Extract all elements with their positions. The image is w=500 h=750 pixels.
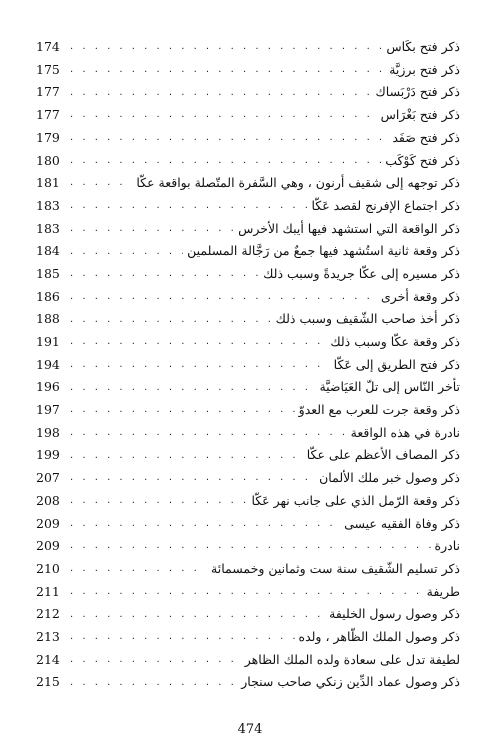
toc-leader-dots bbox=[70, 110, 377, 120]
toc-leader-dots bbox=[70, 65, 385, 75]
toc-entry-title: ذكر اجتماع الإفرنج لقصد عَكّا bbox=[311, 197, 460, 213]
toc-entry-title: ذكر تسليم الشّقيف سنة ست وثمانين وخمسمائة bbox=[211, 560, 460, 576]
toc-entry-page: 209 bbox=[36, 515, 60, 531]
toc-entry-title: نادرة bbox=[434, 538, 460, 554]
toc-leader-dots bbox=[70, 496, 247, 506]
toc-entry bbox=[36, 240, 460, 263]
toc-entry-page: 177 bbox=[36, 107, 60, 123]
toc-entry-title: ذكر وقعة جرت للعرب مع العدوّ bbox=[298, 402, 460, 418]
toc-leader-dots bbox=[70, 42, 382, 52]
toc-entry bbox=[36, 626, 460, 649]
toc-leader-dots bbox=[70, 224, 234, 234]
toc-entry bbox=[36, 444, 460, 467]
toc-leader-dots bbox=[70, 156, 381, 166]
toc-leader-dots bbox=[70, 655, 241, 665]
toc-entry-page: 210 bbox=[36, 560, 60, 576]
toc-entry-page: 191 bbox=[36, 334, 60, 350]
toc-entry-page: 183 bbox=[36, 220, 60, 236]
toc-entry-page: 185 bbox=[36, 265, 60, 281]
toc-leader-dots bbox=[70, 201, 308, 211]
toc-leader-dots bbox=[70, 88, 371, 98]
toc-entry bbox=[36, 149, 460, 172]
toc-entry-page: 212 bbox=[36, 606, 60, 622]
toc-entry bbox=[36, 172, 460, 195]
toc-entry bbox=[36, 649, 460, 672]
toc-entry bbox=[36, 36, 460, 59]
toc-leader-dots bbox=[70, 610, 325, 620]
toc-entry-title: ذكر أخذ صاحب الشّقيف وسبب ذلك bbox=[275, 311, 460, 327]
toc-leader-dots bbox=[70, 451, 303, 461]
toc-entry-page: 194 bbox=[36, 356, 60, 372]
toc-entry-title: ذكر وفاة الفقيه عيسى bbox=[344, 515, 460, 531]
toc-entry-title: ذكر فتح دَرْبَساك bbox=[375, 84, 460, 100]
toc-leader-dots bbox=[70, 315, 272, 325]
toc-entry-page: 199 bbox=[36, 447, 60, 463]
toc-entry bbox=[36, 127, 460, 150]
toc-entry-page: 198 bbox=[36, 424, 60, 440]
toc-entry-title: ذكر المصاف الأعظم على عكّا bbox=[306, 447, 460, 463]
toc-leader-dots bbox=[70, 587, 423, 597]
toc-entry-title: ذكر فتح صَفَد bbox=[392, 129, 460, 145]
toc-entry bbox=[36, 535, 460, 558]
toc-entry-title: ذكر وقعة عكّا وسبب ذلك bbox=[330, 334, 460, 350]
toc-entry-title: ذكر توجهه إلى شقيف أرنون ، وهي السَّفرة المتّصلة بواقعة عكّا bbox=[136, 175, 460, 191]
toc-entry bbox=[36, 354, 460, 377]
toc-leader-dots bbox=[70, 678, 237, 688]
toc-entry-page: 207 bbox=[36, 470, 60, 486]
toc-entry-title: ذكر الواقعة التي استشهد فيها أيبك الأخرس bbox=[238, 220, 460, 236]
toc-entry bbox=[36, 512, 460, 535]
toc-entry-title: ذكر وقعة ثانية استُشهد فيها جمعٌ من رَجَّالة المسلمين bbox=[187, 243, 460, 259]
toc-entry bbox=[36, 467, 460, 490]
toc-entry-page: 184 bbox=[36, 243, 60, 259]
toc-entry bbox=[36, 331, 460, 354]
toc-entry bbox=[36, 558, 460, 581]
toc-entry-page: 186 bbox=[36, 288, 60, 304]
toc-entry bbox=[36, 81, 460, 104]
toc-leader-dots bbox=[70, 360, 330, 370]
toc-entry-page: 181 bbox=[36, 175, 60, 191]
toc-entry-page: 177 bbox=[36, 84, 60, 100]
page-number: 474 bbox=[237, 722, 263, 737]
toc-entry-title: ذكر وقعة الرّمل الذي على جانب نهر عَكّا bbox=[251, 492, 460, 508]
toc-entry-page: 214 bbox=[36, 651, 60, 667]
toc-entry-title: نادرة في هذه الواقعة bbox=[350, 424, 460, 440]
toc-entry-page: 209 bbox=[36, 538, 60, 554]
toc-entry bbox=[36, 671, 460, 694]
toc-entry bbox=[36, 581, 460, 604]
toc-entry-title: ذكر فتح برزيَّة bbox=[389, 61, 460, 77]
toc-entry bbox=[36, 263, 460, 286]
toc-entry-title: تأخر النّاس إلى تلّ العَيَاضيَّة bbox=[319, 379, 460, 395]
toc-entry-page: 213 bbox=[36, 628, 60, 644]
toc-leader-dots bbox=[70, 519, 340, 529]
toc-leader-dots bbox=[70, 473, 315, 483]
toc-entry-page: 197 bbox=[36, 402, 60, 418]
toc-entry bbox=[36, 422, 460, 445]
toc-leader-dots bbox=[70, 541, 431, 551]
toc-entry bbox=[36, 59, 460, 82]
toc-entry bbox=[36, 490, 460, 513]
toc-entry-title: ذكر فتح بَغْرَاس bbox=[380, 107, 460, 123]
toc-leader-dots bbox=[70, 632, 295, 642]
toc-entry-title: ذكر فتح كَوْكَب bbox=[385, 152, 460, 168]
toc-entry bbox=[36, 286, 460, 309]
toc-entry-title: طريفة bbox=[426, 583, 460, 599]
toc-entry-page: 179 bbox=[36, 129, 60, 145]
toc-leader-dots bbox=[70, 247, 183, 257]
toc-leader-dots bbox=[70, 337, 326, 347]
toc-entry-page: 196 bbox=[36, 379, 60, 395]
table-of-contents bbox=[36, 36, 460, 694]
toc-entry bbox=[36, 603, 460, 626]
toc-leader-dots bbox=[70, 133, 388, 143]
toc-entry bbox=[36, 308, 460, 331]
toc-leader-dots bbox=[70, 178, 132, 188]
toc-entry-title: ذكر فتح بكَاس bbox=[386, 39, 460, 55]
toc-entry-title: ذكر وصول الملك الظّاهر ، ولده bbox=[298, 628, 460, 644]
toc-entry-page: 215 bbox=[36, 674, 60, 690]
toc-entry bbox=[36, 195, 460, 218]
toc-entry-title: ذكر وصول خبر ملك الألمان bbox=[319, 470, 460, 486]
toc-entry-title: ذكر وقعة أخرى bbox=[381, 288, 460, 304]
toc-entry-page: 211 bbox=[36, 583, 60, 599]
toc-entry bbox=[36, 104, 460, 127]
toc-entry-page: 208 bbox=[36, 492, 60, 508]
toc-leader-dots bbox=[70, 269, 259, 279]
toc-entry-page: 183 bbox=[36, 197, 60, 213]
toc-entry-title: ذكر وصول رسول الخليفة bbox=[329, 606, 460, 622]
toc-entry-page: 180 bbox=[36, 152, 60, 168]
toc-entry-page: 188 bbox=[36, 311, 60, 327]
toc-entry-title: ذكر وصول عماد الدِّين زنكي صاحب سنجار bbox=[241, 674, 460, 690]
toc-entry bbox=[36, 399, 460, 422]
toc-entry-title: ذكر فتح الطريق إلى عَكّا bbox=[333, 356, 460, 372]
toc-leader-dots bbox=[70, 405, 295, 415]
toc-entry-title: ذكر مسيره إلى عكّا جريدةً وسبب ذلك bbox=[263, 265, 460, 281]
toc-leader-dots bbox=[70, 292, 377, 302]
toc-entry-page: 175 bbox=[36, 61, 60, 77]
toc-leader-dots bbox=[70, 564, 207, 574]
toc-leader-dots bbox=[70, 428, 347, 438]
toc-entry-title: لطيفة تدل على سعادة ولده الملك الظاهر bbox=[244, 651, 460, 667]
toc-leader-dots bbox=[70, 383, 315, 393]
toc-entry-page: 174 bbox=[36, 39, 60, 55]
toc-entry bbox=[36, 376, 460, 399]
toc-entry bbox=[36, 218, 460, 241]
